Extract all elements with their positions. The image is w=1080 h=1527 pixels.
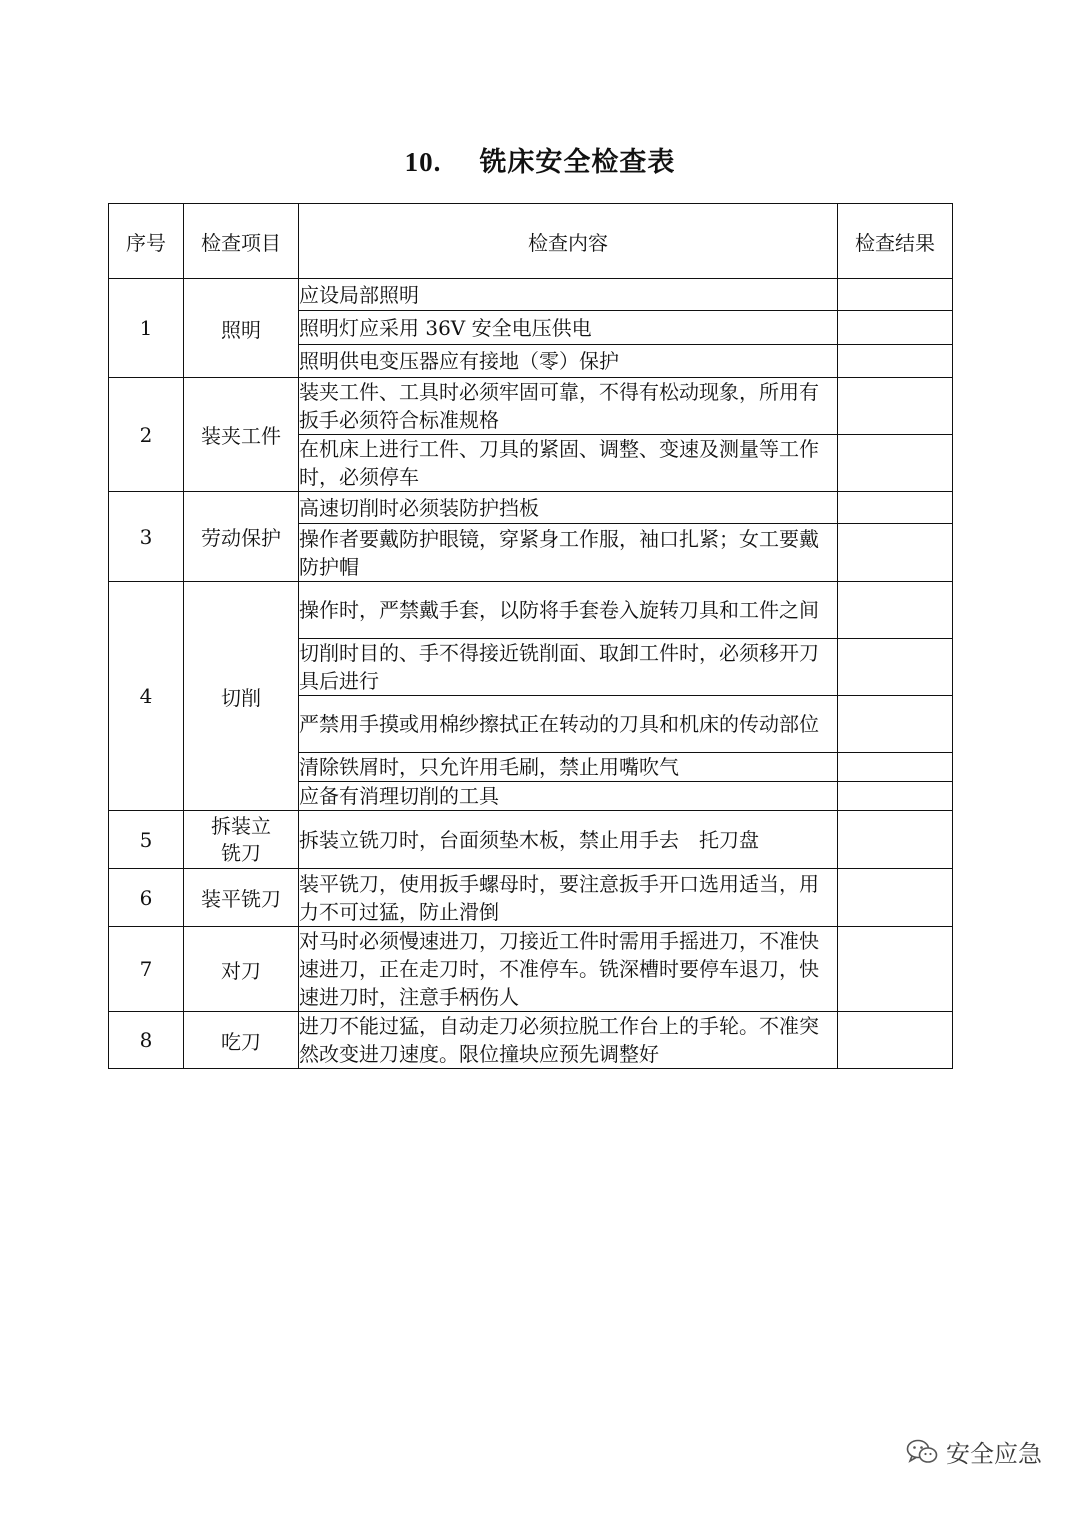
check-result-cell[interactable] bbox=[838, 753, 953, 782]
check-result-cell[interactable] bbox=[838, 782, 953, 811]
table-row bbox=[109, 582, 953, 639]
wechat-icon bbox=[906, 1438, 938, 1466]
milling-safety-checklist-table bbox=[108, 203, 953, 1069]
table-header-row bbox=[109, 204, 953, 279]
page-title bbox=[0, 140, 1080, 179]
header-seq: 序号 bbox=[109, 204, 184, 279]
check-content-cell: 进刀不能过猛，自动走刀必须拉脱工作台上的手轮。不准突然改变进刀速度。限位撞块应预先调整好 bbox=[299, 1012, 838, 1069]
check-content-cell: 操作者要戴防护眼镜，穿紧身工作服，袖口扎紧；女工要戴防护帽 bbox=[299, 524, 838, 582]
check-content-cell: 在机床上进行工件、刀具的紧固、调整、变速及测量等工作时，必须停车 bbox=[299, 435, 838, 492]
check-result-cell[interactable] bbox=[838, 582, 953, 639]
check-content-cell: 装平铣刀，使用扳手螺母时，要注意扳手开口选用适当，用力不可过猛，防止滑倒 bbox=[299, 869, 838, 927]
watermark-text: 安全应急 bbox=[946, 1440, 1042, 1468]
seq-cell: 7 bbox=[109, 927, 184, 1012]
table-row bbox=[109, 279, 953, 311]
table-row bbox=[109, 811, 953, 869]
table-body bbox=[109, 279, 953, 1069]
header-content: 检查内容 bbox=[299, 204, 838, 279]
check-result-cell[interactable] bbox=[838, 1012, 953, 1069]
check-item-cell: 切削 bbox=[184, 582, 299, 811]
check-item-cell: 装夹工件 bbox=[184, 378, 299, 492]
check-item-cell: 对刀 bbox=[184, 927, 299, 1012]
seq-cell: 2 bbox=[109, 378, 184, 492]
check-content-cell: 操作时，严禁戴手套，以防将手套卷入旋转刀具和工件之间 bbox=[299, 582, 838, 639]
check-item-cell: 劳动保护 bbox=[184, 492, 299, 582]
check-result-cell[interactable] bbox=[838, 378, 953, 435]
seq-cell: 5 bbox=[109, 811, 184, 869]
check-content-cell: 切削时目的、手不得接近铣削面、取卸工件时，必须移开刀具后进行 bbox=[299, 639, 838, 696]
check-result-cell[interactable] bbox=[838, 869, 953, 927]
check-result-cell[interactable] bbox=[838, 279, 953, 311]
seq-cell: 3 bbox=[109, 492, 184, 582]
table-row bbox=[109, 1012, 953, 1069]
check-content-cell: 照明灯应采用 36V 安全电压供电 bbox=[299, 311, 838, 345]
header-item: 检查项目 bbox=[184, 204, 299, 279]
check-content-cell: 照明供电变压器应有接地（零）保护 bbox=[299, 345, 838, 378]
check-content-cell: 清除铁屑时，只允许用毛刷，禁止用嘴吹气 bbox=[299, 753, 838, 782]
check-content-cell: 装夹工件、工具时必须牢固可靠，不得有松动现象，所用有扳手必须符合标准规格 bbox=[299, 378, 838, 435]
check-result-cell[interactable] bbox=[838, 311, 953, 345]
title-number: 10. bbox=[404, 147, 442, 177]
check-content-cell: 严禁用手摸或用棉纱擦拭正在转动的刀具和机床的传动部位 bbox=[299, 696, 838, 753]
check-result-cell[interactable] bbox=[838, 492, 953, 524]
watermark bbox=[906, 1434, 1042, 1469]
check-result-cell[interactable] bbox=[838, 435, 953, 492]
check-result-cell[interactable] bbox=[838, 927, 953, 1012]
check-item-cell: 装平铣刀 bbox=[184, 869, 299, 927]
seq-cell: 6 bbox=[109, 869, 184, 927]
check-item-cell: 拆装立铣刀 bbox=[184, 811, 299, 869]
seq-cell: 1 bbox=[109, 279, 184, 378]
check-content-cell: 应设局部照明 bbox=[299, 279, 838, 311]
table-row bbox=[109, 869, 953, 927]
seq-cell: 4 bbox=[109, 582, 184, 811]
title-text: 铣床安全检查表 bbox=[479, 147, 676, 178]
check-content-cell: 拆装立铣刀时，台面须垫木板，禁止用手去 托刀盘 bbox=[299, 811, 838, 869]
table-row bbox=[109, 492, 953, 524]
table-row bbox=[109, 378, 953, 435]
check-content-cell: 高速切削时必须装防护挡板 bbox=[299, 492, 838, 524]
check-item-cell: 吃刀 bbox=[184, 1012, 299, 1069]
check-result-cell[interactable] bbox=[838, 524, 953, 582]
check-content-cell: 对马时必须慢速进刀，刀接近工件时需用手摇进刀，不准快速进刀，正在走刀时，不准停车。铣深槽时要停车退刀，快速进刀时，注意手柄伤人 bbox=[299, 927, 838, 1012]
table-row bbox=[109, 927, 953, 1012]
seq-cell: 8 bbox=[109, 1012, 184, 1069]
check-item-cell: 照明 bbox=[184, 279, 299, 378]
header-result: 检查结果 bbox=[838, 204, 953, 279]
check-result-cell[interactable] bbox=[838, 811, 953, 869]
check-result-cell[interactable] bbox=[838, 345, 953, 378]
check-content-cell: 应备有消理切削的工具 bbox=[299, 782, 838, 811]
check-result-cell[interactable] bbox=[838, 639, 953, 696]
check-result-cell[interactable] bbox=[838, 696, 953, 753]
